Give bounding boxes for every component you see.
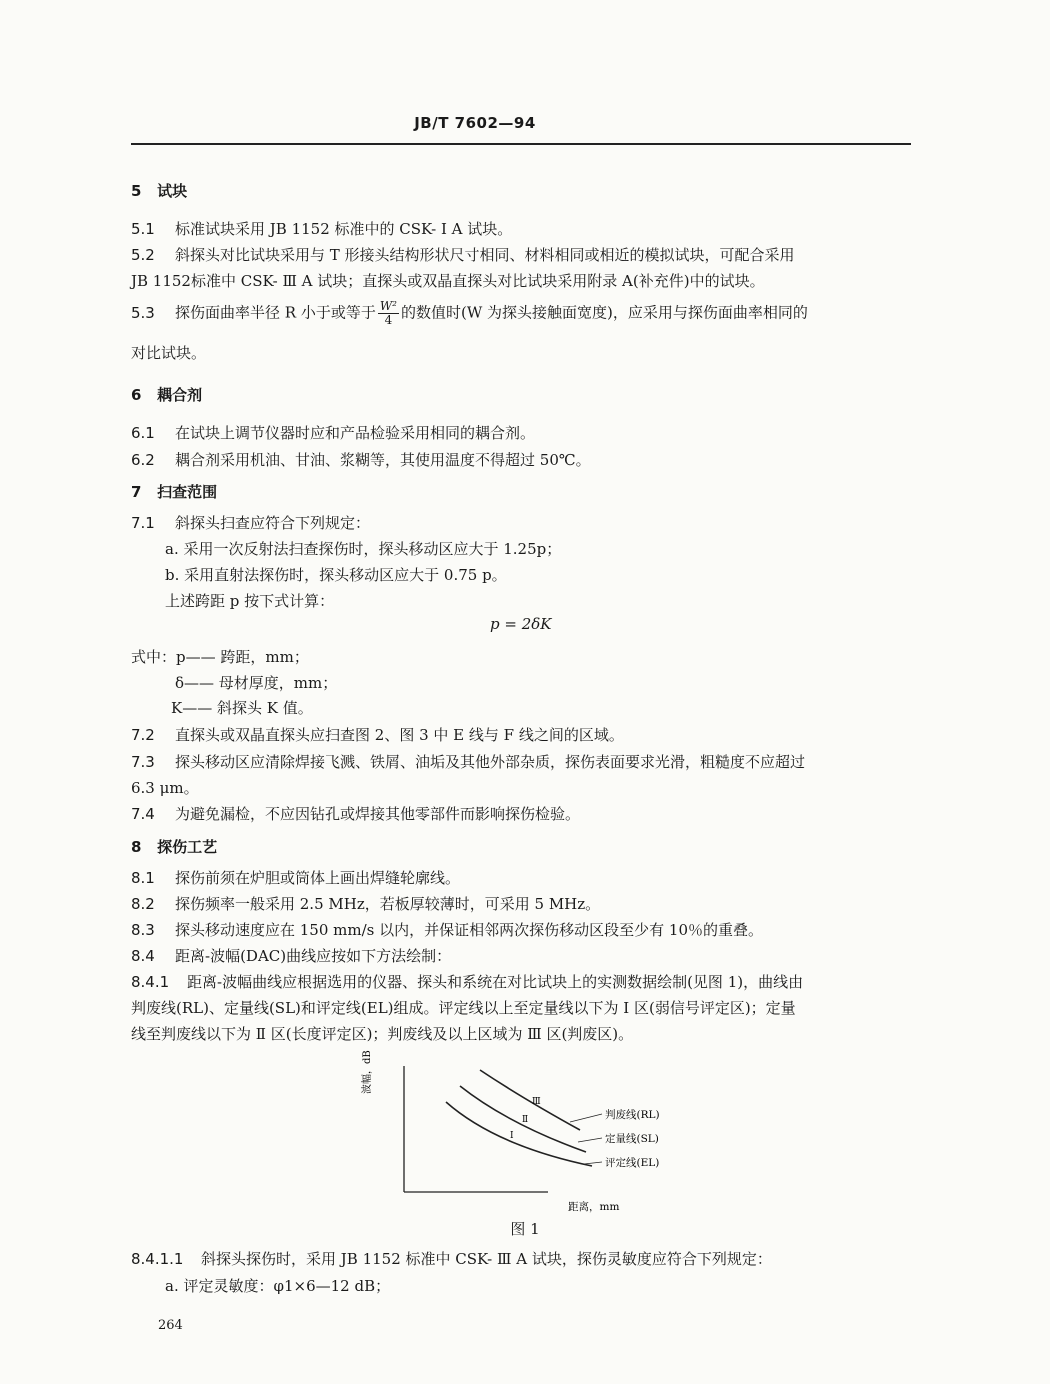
dac-curve-figure xyxy=(362,1050,692,1218)
para-7-1-c: 上述跨距 p 按下式计算： xyxy=(165,592,335,610)
para-8-4-1-1: 8.4.1.1 斜探头探伤时，采用 JB 1152 标准中 CSK- Ⅲ A 试块，探伤灵敏度应符合下列规定： xyxy=(131,1250,772,1268)
para-6-1: 6.1 在试块上调节仪器时应和产品检验采用相同的耦合剂。 xyxy=(131,424,536,442)
para-5-3-line1: 5.3 探伤面曲率半径 R 小于或等于 $\frac{\text{W²}}{4}$ 的数值时(W 为探头接触面宽度)，应采用与探伤面曲率相同的 xyxy=(131,299,808,328)
span-formula: p = 2δK xyxy=(490,615,552,633)
el-leader xyxy=(584,1162,602,1164)
para-7-4: 7.4 为避免漏检，不应因钻孔或焊接其他零部件而影响探伤检验。 xyxy=(131,805,581,823)
el-curve xyxy=(446,1102,592,1166)
figure-caption: 图 1 xyxy=(510,1220,540,1238)
where-line-k: K—— 斜探头 K 值。 xyxy=(171,699,313,717)
zone-2-label: Ⅱ xyxy=(522,1115,529,1125)
para-7-1: 7.1 斜探头扫查应符合下列规定： xyxy=(131,514,371,532)
rl-leader xyxy=(570,1114,602,1122)
el-label: 评定线(EL) xyxy=(605,1157,660,1169)
para-8-4-1-line3: 线至判废线以下为 Ⅱ 区(长度评定区)；判废线及以上区域为 Ⅲ 区(判废区)。 xyxy=(131,1025,634,1043)
section-7-heading: 7 扫查范围 xyxy=(131,483,218,501)
para-8-4-1-1-a: a. 评定灵敏度：φ1×6—12 dB； xyxy=(165,1277,391,1295)
fraction-w2-over-4: $\frac{\text{W²}}{4}$ xyxy=(379,299,397,328)
para-8-4-1-line1: 8.4.1 距离-波幅曲线应根据选用的仪器、探头和系统在对比试块上的实测数据绘制(见图 1)，曲线由 xyxy=(131,973,804,991)
rl-curve xyxy=(480,1070,580,1130)
section-8-heading: 8 探伤工艺 xyxy=(131,838,218,856)
para-8-4: 8.4 距离-波幅(DAC)曲线应按如下方法绘制： xyxy=(131,947,452,965)
para-8-1: 8.1 探伤前须在炉胆或筒体上画出焊缝轮廓线。 xyxy=(131,869,461,887)
page-number: 264 xyxy=(158,1318,183,1333)
where-line-p: 式中：p—— 跨距，mm； xyxy=(131,648,309,666)
para-5-3-line2: 对比试块。 xyxy=(131,344,207,362)
para-8-2: 8.2 探伤频率一般采用 2.5 MHz，若板厚较薄时，可采用 5 MHz。 xyxy=(131,895,601,913)
sl-label: 定量线(SL) xyxy=(605,1133,659,1145)
para-5-2-line1: 5.2 斜探头对比试块采用与 T 形接头结构形状尺寸相同、材料相同或相近的模拟试块，可配合采用 xyxy=(131,246,795,264)
rl-label: 判废线(RL) xyxy=(605,1109,660,1121)
para-7-2: 7.2 直探头或双晶直探头应扫查图 2、图 3 中 E 线与 F 线之间的区域。 xyxy=(131,726,624,744)
y-axis-label: 波幅，dB xyxy=(362,1050,373,1094)
section-5-heading: 5 试块 xyxy=(131,182,188,200)
para-6-2: 6.2 耦合剂采用机油、甘油、浆糊等，其使用温度不得超过 50℃。 xyxy=(131,451,591,469)
sl-leader xyxy=(578,1138,602,1142)
para-7-3-line1: 7.3 探头移动区应清除焊接飞溅、铁屑、油垢及其他外部杂质，探伤表面要求光滑，粗糙度不应超过 xyxy=(131,753,806,771)
para-8-4-1-line2: 判废线(RL)、定量线(SL)和评定线(EL)组成。评定线以上至定量线以下为 Ⅰ 区(弱信号评定区)；定量 xyxy=(131,999,796,1017)
para-7-3-line2: 6.3 μm。 xyxy=(131,779,199,797)
para-8-3: 8.3 探头移动速度应在 150 mm/s 以内，并保证相邻两次探伤移动区段至少有 10％的重叠。 xyxy=(131,921,763,939)
para-5-2-line2: JB 1152标准中 CSK- Ⅲ A 试块；直探头或双晶直探头对比试块采用附录 A(补充件)中的试块。 xyxy=(131,272,765,290)
zone-1-label: Ⅰ xyxy=(510,1131,514,1141)
where-line-delta: δ—— 母材厚度，mm； xyxy=(175,674,338,692)
zone-3-label: Ⅲ xyxy=(532,1097,541,1107)
para-5-1: 5.1 标准试块采用 JB 1152 标准中的 CSK- Ⅰ A 试块。 xyxy=(131,220,513,238)
para-7-1-b: b. 采用直射法探伤时，探头移动区应大于 0.75 p。 xyxy=(165,566,507,584)
header-rule xyxy=(131,143,911,145)
document-header-code: JB/T 7602—94 xyxy=(414,114,536,132)
para-7-1-a: a. 采用一次反射法扫查探伤时，探头移动区应大于 1.25p； xyxy=(165,540,562,558)
x-axis-label: 距离，mm xyxy=(568,1201,620,1213)
section-6-heading: 6 耦合剂 xyxy=(131,386,203,404)
